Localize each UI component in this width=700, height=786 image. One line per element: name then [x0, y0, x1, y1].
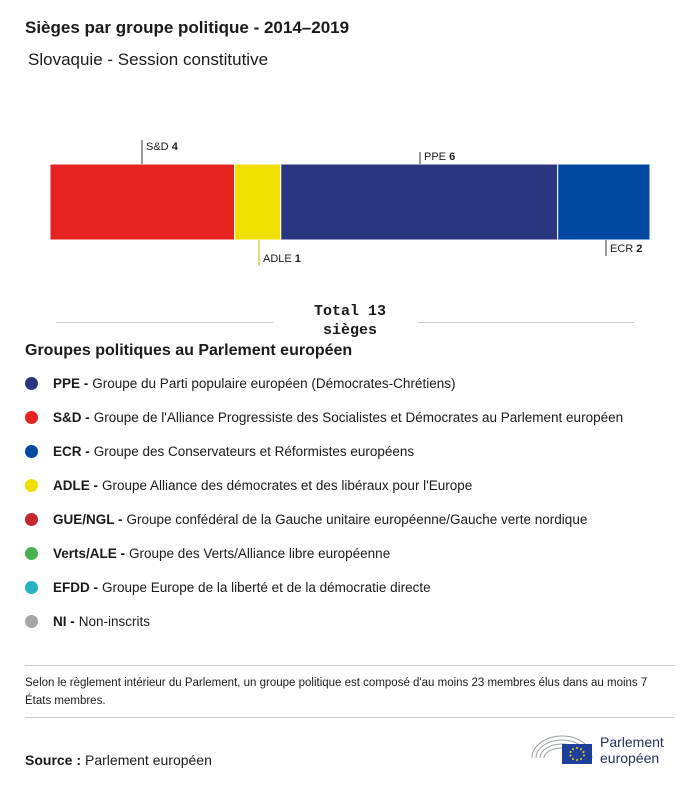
legend-abbr: Verts/ALE - [53, 545, 126, 561]
source-value: Parlement européen [85, 752, 212, 768]
total-seats [0, 302, 700, 340]
bar-segment-adle [235, 164, 281, 240]
divider-bottom [25, 717, 675, 718]
stacked-bar-chart [0, 130, 700, 275]
data-label: PPE 6 [424, 151, 456, 163]
european-parliament-logo [530, 728, 690, 768]
legend-text: Non-inscrits [78, 613, 151, 629]
total-label: Total 13 [313, 303, 386, 320]
legend-item [25, 502, 623, 536]
data-label: ECR 2 [610, 243, 643, 255]
legend-abbr: NI - [53, 613, 75, 629]
chart-title: Sièges par groupe politique - 2014–2019 [25, 18, 350, 37]
data-label: S&D 4 [146, 141, 178, 153]
legend-abbr: GUE/NGL - [53, 511, 123, 527]
legend-dot-icon [25, 479, 38, 492]
legend-item [25, 604, 623, 638]
legend-dot-icon [25, 581, 38, 594]
legend [25, 366, 623, 638]
source-label: Source : [25, 752, 82, 768]
legend-text: Groupe Alliance des démocrates et des libéraux pour l'Europe [102, 477, 473, 493]
data-label: ADLE 1 [263, 253, 301, 265]
legend-dot-icon [25, 615, 38, 628]
legend-abbr: PPE - [53, 375, 89, 391]
logo-line-2: européen [600, 750, 660, 766]
legend-text: Groupe confédéral de la Gauche unitaire européenne/Gauche verte nordique [126, 511, 588, 527]
bar-segment-ecr [558, 164, 650, 240]
total-unit: sièges [322, 322, 377, 339]
legend-item [25, 400, 623, 434]
source-line [25, 752, 212, 768]
bar-segment-ppe [281, 164, 558, 240]
legend-dot-icon [25, 411, 38, 424]
bar-segment-sd [50, 164, 235, 240]
legend-dot-icon [25, 547, 38, 560]
legend-title: Groupes politiques au Parlement européen [25, 342, 353, 359]
legend-abbr: ADLE - [53, 477, 98, 493]
legend-text: Groupe Europe de la liberté et de la démocratie directe [102, 579, 431, 595]
legend-item [25, 570, 623, 604]
legend-abbr: S&D - [53, 409, 90, 425]
divider-top [25, 665, 675, 666]
legend-item [25, 434, 623, 468]
legend-abbr: ECR - [53, 443, 90, 459]
legend-dot-icon [25, 445, 38, 458]
legend-dot-icon [25, 513, 38, 526]
footnote: Selon le règlement intérieur du Parlement, un groupe politique est composé d'au moins 23 membres élus dans au moins 7 États membres. [25, 677, 648, 707]
legend-text: Groupe des Conservateurs et Réformistes européens [93, 443, 415, 459]
logo-line-1: Parlement [600, 734, 664, 750]
hemicycle-flag-icon [530, 728, 594, 768]
chart-subtitle: Slovaquie - Session constitutive [28, 50, 269, 69]
legend-text: Groupe de l'Alliance Progressiste des Socialistes et Démocrates au Parlement européen [93, 409, 624, 425]
legend-dot-icon [25, 377, 38, 390]
legend-text: Groupe du Parti populaire européen (Démocrates-Chrétiens) [92, 375, 456, 391]
legend-item [25, 366, 623, 400]
legend-abbr: EFDD - [53, 579, 98, 595]
legend-item [25, 536, 623, 570]
legend-item [25, 468, 623, 502]
legend-text: Groupe des Verts/Alliance libre européenne [129, 545, 391, 561]
